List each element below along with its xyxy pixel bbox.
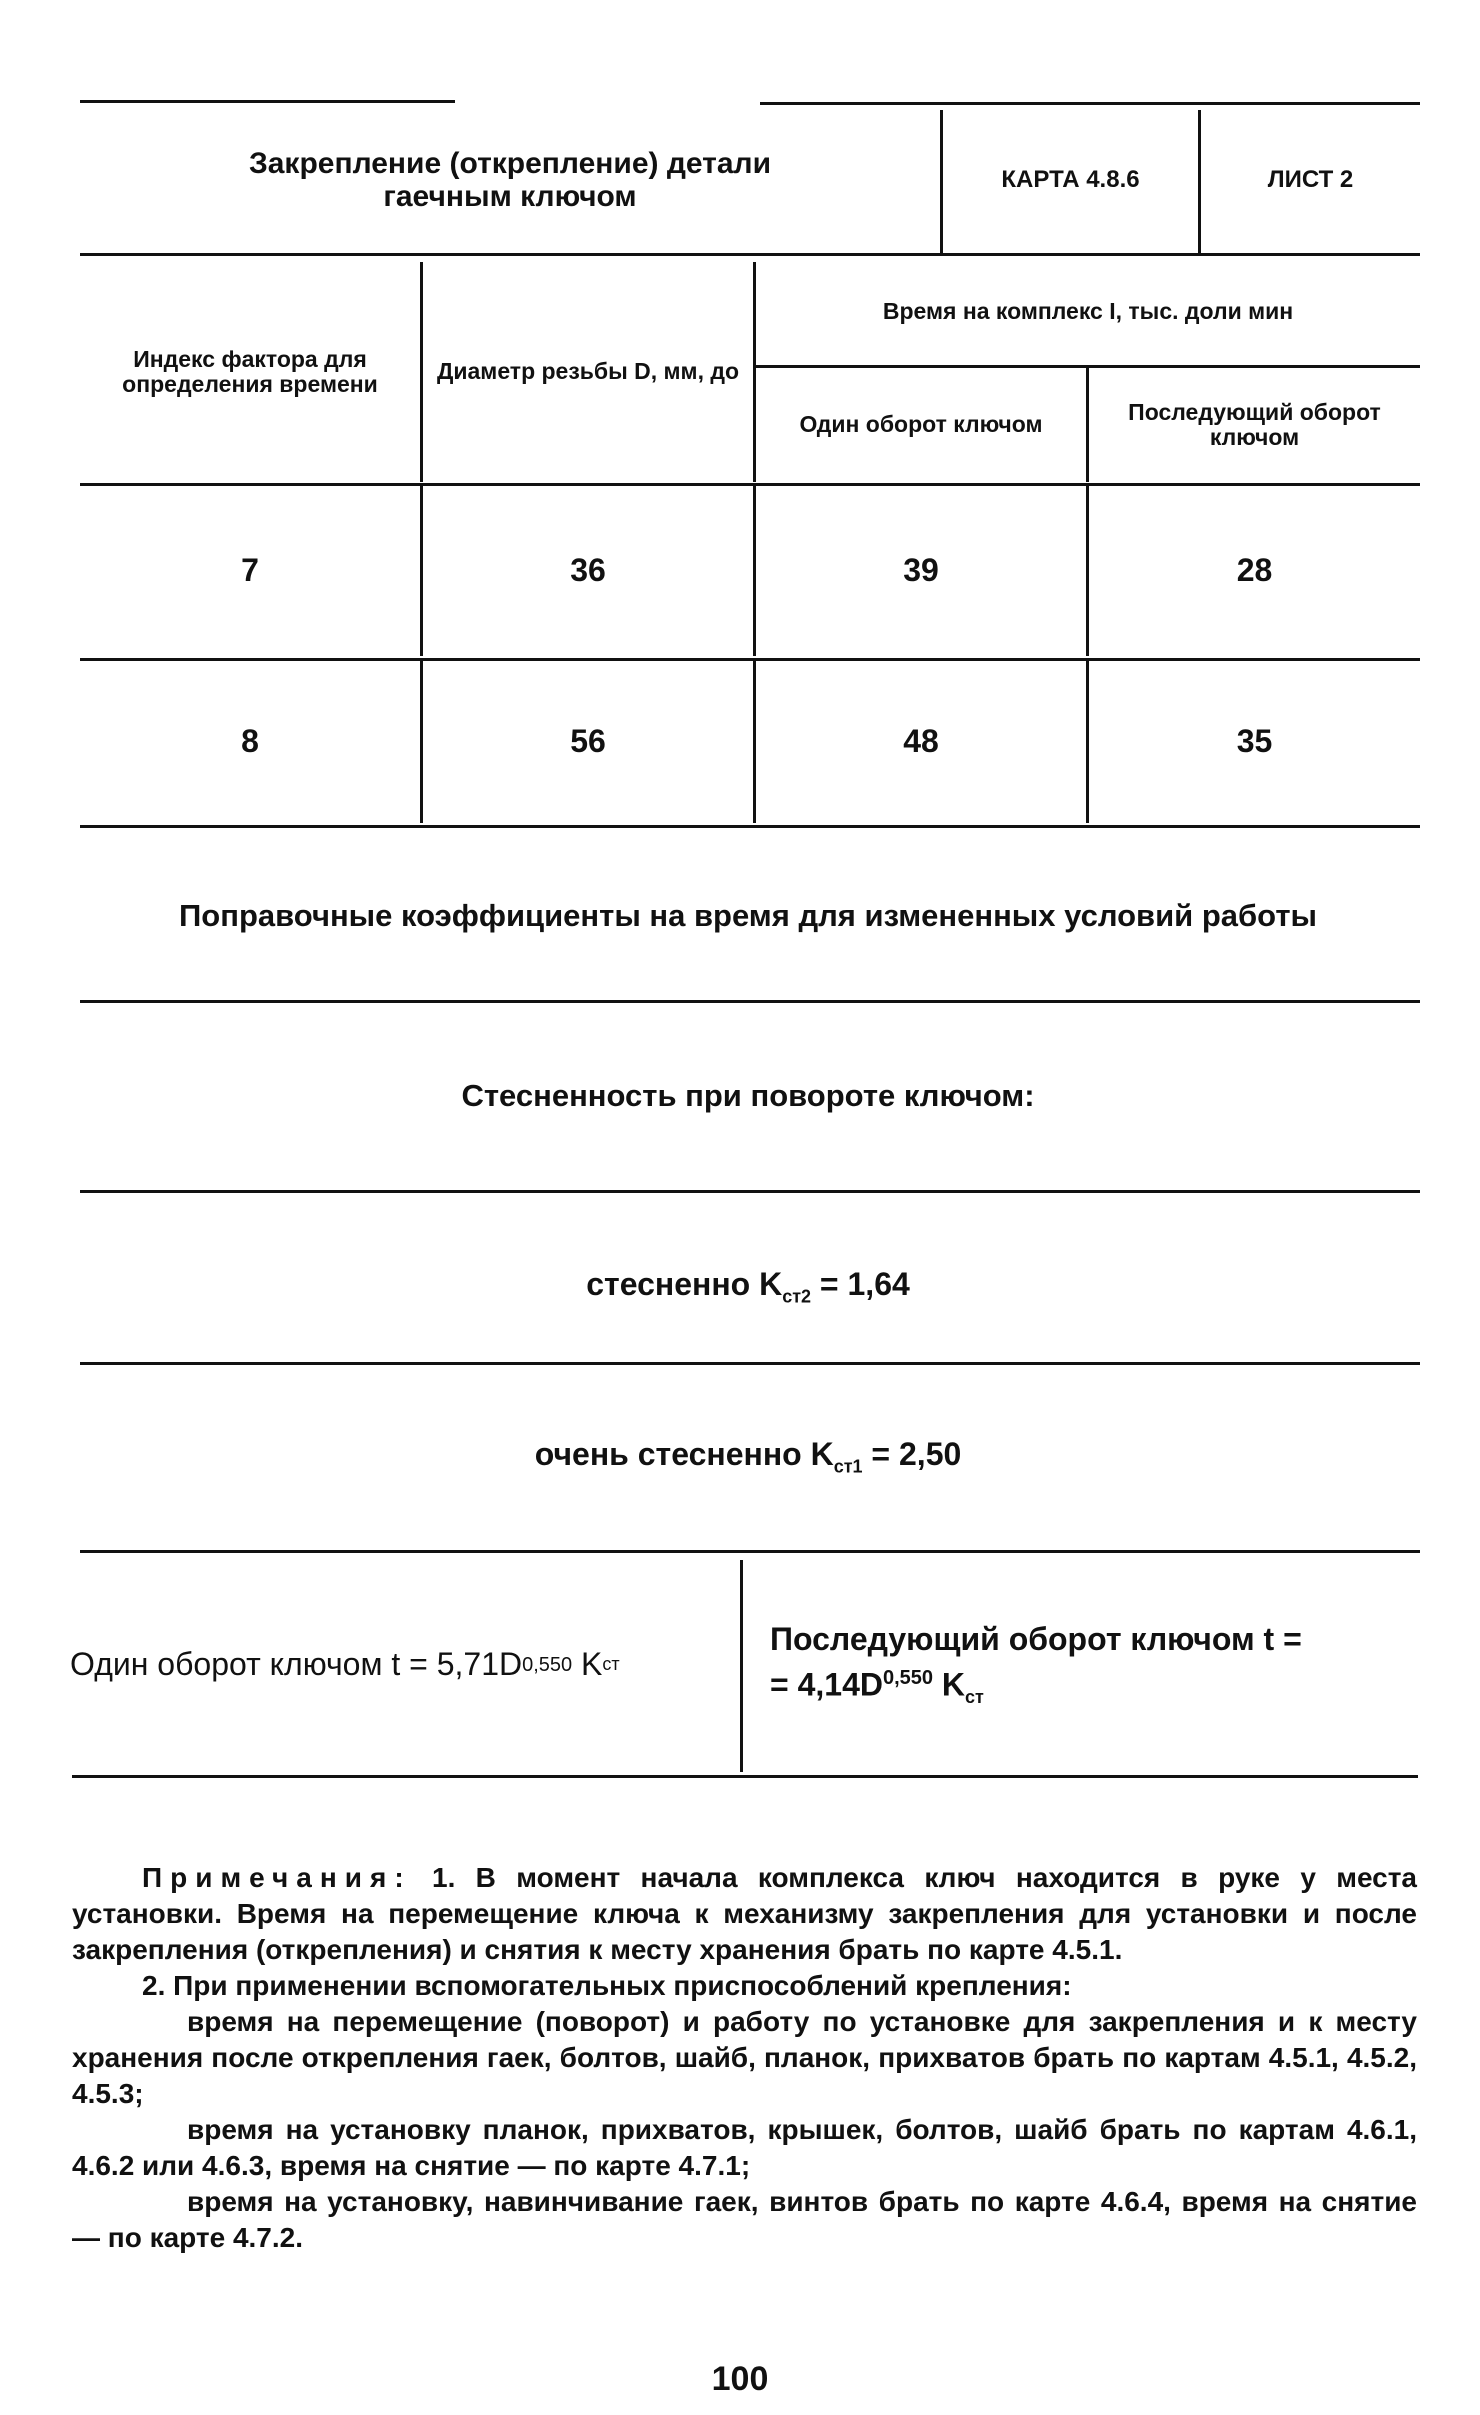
notes-heading: Примечания: (142, 1862, 412, 1893)
card-title-line1: Закрепление (открепление) детали (248, 147, 772, 180)
next-turn-formula (770, 1560, 1420, 1770)
notes-block (72, 1860, 1417, 2256)
very-cramped-coefficient (78, 1436, 1418, 1477)
corrections-rule-2 (80, 1190, 1420, 1193)
next-turn-formula-line2-row (770, 1667, 984, 1708)
col-time-group-header: Время на комплекс I, тыс. доли мин (882, 298, 1294, 325)
one-turn-exponent: 0,550 (522, 1654, 573, 1676)
card-number: КАРТА 4.8.6 (1001, 165, 1140, 193)
cramped-value: = 1,64 (819, 1266, 910, 1302)
card-title (80, 110, 940, 250)
table-bottom-rule (80, 825, 1420, 828)
row-2-index: 8 (241, 723, 259, 760)
one-turn-formula (70, 1560, 740, 1770)
row-1-diameter: 36 (570, 552, 606, 589)
note-2b: время на установку планок, прихватов, крышек, болтов, шайб брать по картам 4.6.1, 4.6.2 или 4.6.3, время на снятие — по карте 4.7.1; (72, 2114, 1417, 2181)
col-diameter-header: Диаметр резьбы D, мм, до (436, 358, 740, 385)
note-2-intro: 2. При применении вспомогательных приспособлений крепления: (142, 1970, 1072, 2001)
note-2a: время на перемещение (поворот) и работу по установке для закрепления и к месту хранения после открепления гаек, болтов, шайб, планок, прихватов брать по картам 4.5.1, 4.5.2, 4.5.3; (72, 2006, 1417, 2109)
cramped-subtitle: Стесненность при повороте ключом: (461, 1078, 1035, 1113)
header-top-rule-left (80, 100, 455, 103)
next-turn-formula-line2: = 4,14D (770, 1666, 883, 1703)
row-2-one-turn: 48 (903, 723, 939, 760)
k-subscript: ст2 (782, 1286, 812, 1307)
col-index-header: Индекс фактора для определения времени (122, 345, 378, 397)
next-turn-formula-line1: Последующий оборот ключом t = (770, 1620, 1302, 1657)
cramped-label: стесненно (586, 1266, 751, 1302)
very-cramped-value: = 2,50 (871, 1436, 962, 1472)
page-number: 100 (711, 2360, 769, 2398)
next-turn-k-subscript: ст (965, 1687, 984, 1708)
corrections-rule-1 (80, 1000, 1420, 1003)
col-next-turn-header: Последующий оборот ключом (1128, 398, 1381, 450)
cramped-coefficient (78, 1266, 1418, 1307)
row-2-diameter: 56 (570, 723, 606, 760)
k-subscript: ст1 (833, 1456, 863, 1477)
header-top-rule-right (760, 102, 1420, 105)
row-1-one-turn: 39 (903, 552, 939, 589)
one-turn-k: K (581, 1646, 603, 1683)
one-turn-k-subscript: ст (602, 1654, 620, 1675)
note-2c: время на установку, навинчивание гаек, винтов брать по карте 4.6.4, время на снятие — по карте 4.7.2. (72, 2186, 1417, 2253)
very-cramped-label: очень стесненно (534, 1436, 802, 1472)
k-symbol: K (759, 1266, 783, 1302)
card-title-line2: гаечным ключом (383, 180, 637, 213)
sheet-number: ЛИСТ 2 (1267, 165, 1354, 193)
formula-divider (740, 1560, 743, 1772)
next-turn-exponent: 0,550 (882, 1667, 934, 1690)
next-turn-k: K (941, 1666, 966, 1703)
one-turn-formula-text: Один оборот ключом t = 5,71D (70, 1646, 523, 1683)
k-symbol: K (810, 1436, 834, 1472)
header-bottom-rule (80, 253, 1420, 256)
corrections-rule-3 (80, 1362, 1420, 1365)
corrections-title: Поправочные коэффициенты на время для измененных условий работы (179, 898, 1317, 933)
formula-bottom-rule (72, 1775, 1418, 1778)
corrections-rule-4 (80, 1550, 1420, 1553)
note-1: 1. В момент начала комплекса ключ находится в руке у места установки. Время на перемещение ключа к механизму закрепления для установки и после закрепления (открепления) и снятия к месту хранения брать по карте 4.5.1. (72, 1862, 1418, 1965)
row-1-index: 7 (241, 552, 259, 589)
row-1-next-turn: 28 (1236, 552, 1273, 589)
row-2-next-turn: 35 (1236, 723, 1273, 760)
col-one-turn-header: Один оборот ключом (799, 411, 1043, 438)
